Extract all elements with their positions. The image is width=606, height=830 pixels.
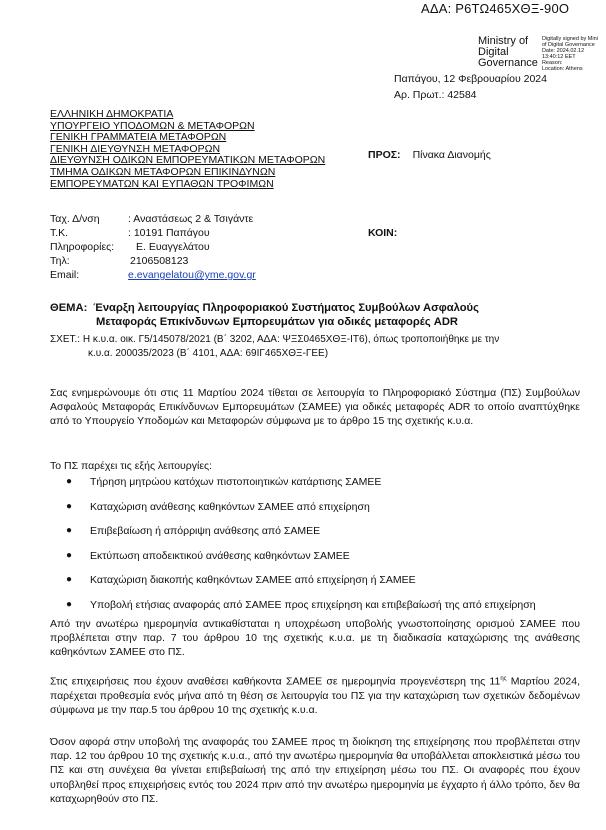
to-label: ΠΡΟΣ:	[368, 149, 401, 161]
signature-ministry-line: Governance	[478, 57, 538, 69]
body-paragraph: Το ΠΣ παρέχει τις εξής λειτουργίες:	[50, 460, 212, 472]
phone-label: Τηλ:	[50, 255, 70, 267]
address-value: : Αναστάσεως 2 & Τσιγάντε	[128, 213, 254, 225]
function-list	[66, 476, 536, 624]
ordinal-superscript: ης	[500, 676, 507, 682]
signature-detail-line: 13:40:12 EET	[541, 54, 576, 60]
signature-ministry	[478, 36, 538, 72]
list-item	[66, 501, 536, 526]
list-item	[66, 574, 536, 599]
list-item	[66, 476, 536, 501]
email-link[interactable]: e.evangelatou@yme.gov.gr	[128, 269, 256, 281]
ada-code: ΑΔΑ: Ρ6ΤΩ465ΧΘΞ-90Ο	[421, 1, 570, 16]
sender-line: ΤΜΗΜΑ ΟΔΙΚΩΝ ΜΕΤΑΦΟΡΩΝ ΕΠΙΚΙΝΔΥΝΩΝ	[50, 165, 276, 178]
sender-line: ΓΕΝΙΚΗ ΔΙΕΥΘΥΝΣΗ ΜΕΤΑΦΟΡΩΝ	[50, 142, 221, 155]
list-item-text: Υποβολή ετήσιας αναφοράς από ΣΑΜΕΕ προς επιχείρηση και επιβεβαίωσή της από επιχείρηση	[90, 598, 536, 611]
body-text: Στις επιχειρήσεις που έχουν αναθέσει καθήκοντα ΣΑΜΕΕ σε ημερομηνία προγενέστερη της 11	[50, 675, 501, 688]
info-value: Ε. Ευαγγελάτου	[136, 241, 210, 253]
to-value: Πίνακα Διανομής	[412, 149, 491, 161]
body-paragraph	[50, 672, 580, 717]
postal-code-label: Τ.Κ.	[50, 227, 69, 239]
sender-line: ΓΕΝΙΚΗ ΓΡΑΜΜΑΤΕΙΑ ΜΕΤΑΦΟΡΩΝ	[50, 131, 227, 144]
body-text: Μαρτίου 2024, παρέχεται προθεσμία ενός μήνα από τη θέση σε λειτουργία του ΠΣ για την καταχώριση των σχετικών δεδομένων σύμφωνα με την παρ.5 του άρθρου 10 της σχετικής κ.υ.α.	[50, 675, 580, 716]
list-item	[66, 525, 536, 550]
bullet-icon: ●	[66, 525, 73, 537]
bullet-icon: ●	[66, 574, 73, 586]
reference-line: κ.υ.α. 200035/2023 (Β΄ 4101, ΑΔΑ: 69ΙΓ465ΧΘΞ-ΓΕΕ)	[88, 348, 329, 359]
sender-line: ΕΜΠΟΡΕΥΜΑΤΩΝ ΚΑΙ ΕΥΠΑΘΩΝ ΤΡΟΦΙΜΩΝ	[50, 177, 274, 190]
postal-code-value: : 10191 Παπάγου	[128, 227, 210, 239]
list-item-text: Καταχώριση διακοπής καθηκόντων ΣΑΜΕΕ από επιχείρηση ή ΣΑΜΕΕ	[90, 574, 416, 587]
digital-signature	[478, 36, 606, 72]
protocol-number: Αρ. Πρωτ.: 42584	[394, 89, 477, 101]
info-label: Πληροφορίες:	[50, 241, 115, 253]
list-item-text: Εκτύπωση αποδεικτικού ανάθεσης καθηκόντων ΣΑΜΕΕ	[90, 549, 350, 562]
sender-line: ΕΛΛΗΝΙΚΗ ΔΗΜΟΚΡΑΤΙΑ	[50, 108, 174, 120]
list-item-text: Επιβεβαίωση ή απόρριψη ανάθεσης από ΣΑΜΕΕ	[90, 525, 321, 538]
sender-line: ΥΠΟΥΡΓΕΙΟ ΥΠΟΔΟΜΩΝ & ΜΕΤΑΦΟΡΩΝ	[50, 119, 255, 132]
reference-line: ΣΧΕΤ.: Η κ.υ.α. οικ. Γ5/145078/2021 (Β΄ 3202, ΑΔΑ: ΨΞΣ0465ΧΘΞ-ΙΤ6), όπως τροποποιήθηκε με την	[50, 334, 500, 345]
subject-label: ΘΕΜΑ:	[50, 302, 88, 314]
signature-detail-line: Location: Athens	[541, 66, 583, 72]
email-label: Email:	[50, 269, 80, 281]
subject-line: Μεταφοράς Επικίνδυνων Εμπορευμάτων για οδικές μεταφορές ADR	[96, 316, 459, 328]
subject-line: Έναρξη λειτουργίας Πληροφοριακού Συστήματος Συμβούλων Ασφαλούς	[93, 302, 479, 314]
address-label: Ταχ. Δ/νση	[50, 213, 100, 225]
signature-detail-line: Reason:	[541, 60, 563, 66]
list-item	[66, 550, 536, 575]
place-date: Παπάγου, 12 Φεβρουαρίου 2024	[394, 73, 547, 85]
bullet-icon: ●	[66, 598, 73, 610]
signature-detail-line: of Digital Governance	[541, 42, 595, 48]
signature-ministry-line: Ministry of	[478, 35, 529, 47]
bullet-icon: ●	[66, 549, 73, 561]
body-paragraph: Σας ενημερώνουμε ότι στις 11 Μαρτίου 2024 τίθεται σε λειτουργία το Πληροφοριακό Σύστημα (ΠΣ) Συμβούλων Ασφαλούς Μεταφοράς Επικίνδυνων Εμπορευμάτων (ΣΑΜΕΕ) για οδικές μεταφορές ADR το οποίο αναπτύχθηκε από το Υπουργείο Υποδομών και Μεταφορών σύμφωνα με το άρθρο 15 της σχετικής κ.υ.α.	[50, 387, 580, 428]
body-paragraph: Όσον αφορά στην υποβολή της αναφοράς του ΣΑΜΕΕ προς τη διοίκηση της επιχείρησης που προβλέπεται στην παρ. 12 του άρθρου 10 της σχετικής κ.υ.α., από την ανωτέρω ημερομηνία θα υποβάλλεται αποκλειστικά μέσω του ΠΣ και στη συνέχεια θα γίνεται επιβεβαίωσή της από την επιχείρηση μέσω του ΠΣ. Οι αναφορές που έχουν υποβληθεί προς επιχειρήσεις εντός του 2024 πριν από την ανωτέρω ημερομηνία με έγχαρτο ή άλλο τρόπο, δεν θα καταχωρηθούν στο ΠΣ.	[50, 736, 580, 805]
sender-block	[50, 109, 325, 190]
reference-block	[50, 333, 580, 361]
signature-details	[542, 36, 606, 72]
subject-block	[50, 301, 580, 329]
contact-block	[50, 212, 256, 282]
list-item-text: Τήρηση μητρώου κατόχων πιστοποιητικών κατάρτισης ΣΑΜΕΕ	[90, 476, 382, 488]
bullet-icon: ●	[66, 476, 73, 487]
list-item-text: Καταχώριση ανάθεσης καθηκόντων ΣΑΜΕΕ από επιχείρηση	[90, 500, 370, 513]
bullet-icon: ●	[66, 500, 73, 512]
recipient-line	[368, 149, 491, 161]
phone-value: 2106508123	[130, 255, 189, 267]
sender-line: ΔΙΕΥΘΥΝΣΗ ΟΔΙΚΩΝ ΕΜΠΟΡΕΥΜΑΤΙΚΩΝ ΜΕΤΑΦΟΡΩΝ	[50, 154, 326, 167]
signature-detail-line: Digitally signed by Mini	[541, 36, 598, 42]
signature-detail-line: Date: 2024.02.12	[541, 48, 585, 54]
date-protocol-block	[394, 71, 547, 103]
signature-ministry-line: Digital	[478, 46, 509, 58]
cc-label: ΚΟΙΝ:	[368, 227, 398, 239]
body-paragraph: Από την ανωτέρω ημερομηνία αντικαθίσταται η υποχρέωση υποβολής γνωστοποίησης ορισμού ΣΑΜΕΕ που προβλέπεται στην παρ. 7 του άρθρου 10 της σχετικής κ.υ.α. με τη διαδικασία καταχώρισης της ανάθεσης καθηκόντων ΣΑΜΕΕ στο ΠΣ.	[50, 618, 580, 659]
